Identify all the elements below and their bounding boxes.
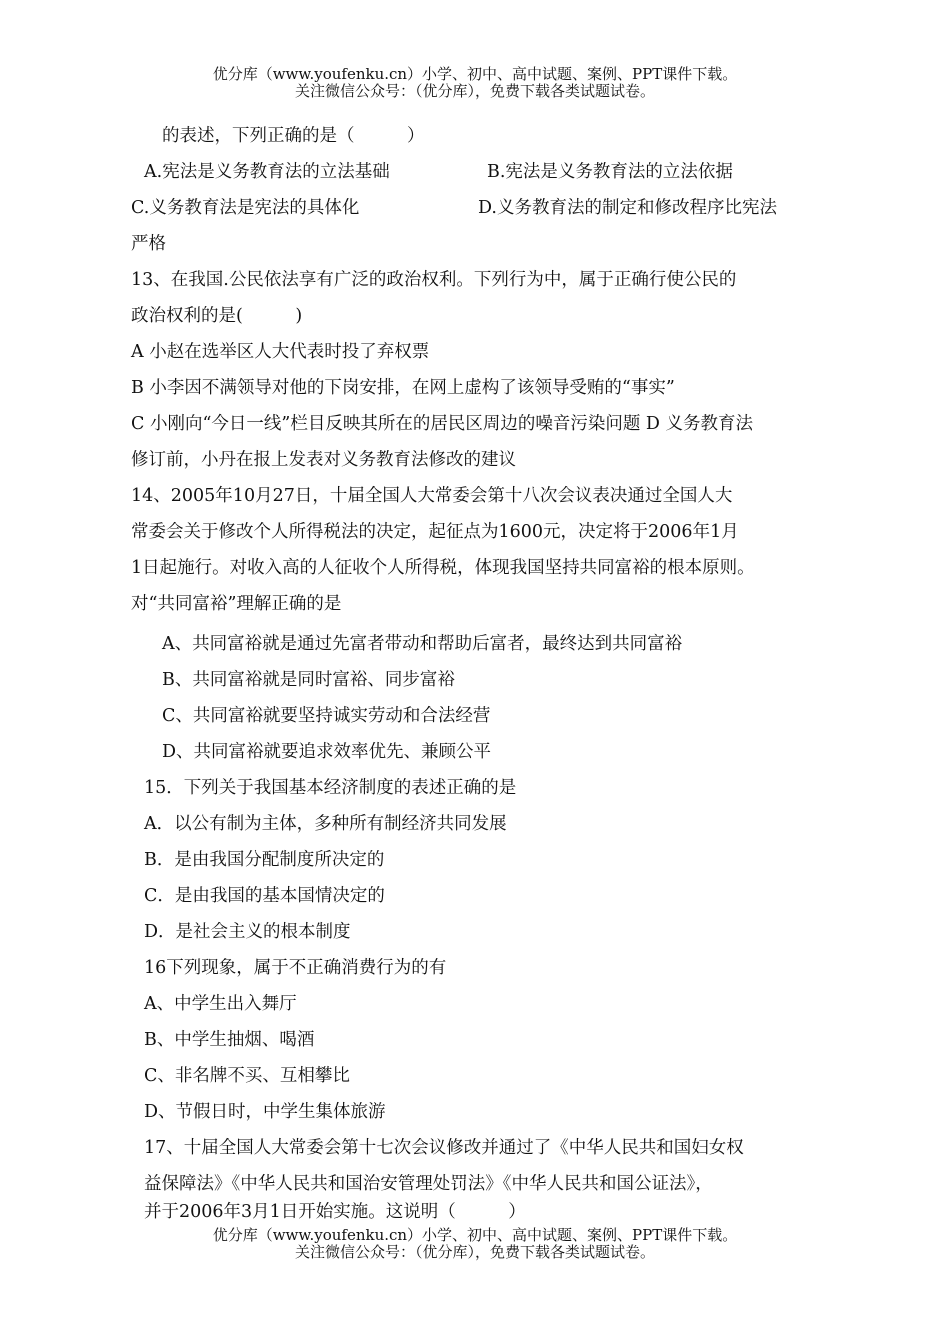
q13-option-b: B 小李因不满领导对他的下岗安排，在网上虚构了该领导受贿的“事实” (131, 378, 675, 398)
q15-option-a: A．以公有制为主体，多种所有制经济共同发展 (144, 814, 507, 834)
q14-option-d: D、共同富裕就要追求效率优先、兼顾公平 (162, 742, 492, 762)
q16-option-c: C、非名牌不买、互相攀比 (144, 1066, 350, 1086)
q12-option-b: B.宪法是义务教育法的立法依据 (487, 162, 733, 182)
q13-option-a: A 小赵在选举区人大代表时投了弃权票 (131, 342, 430, 362)
q12-option-d: D.义务教育法的制定和修改程序比宪法 (478, 198, 777, 218)
page-header (0, 66, 950, 100)
q12-stem-continued: 的表述，下列正确的是（ ） (162, 126, 425, 146)
footer-line-1: 优分库（www.youfenku.cn）小学、初中、高中试题、案例、PPT课件下载。 (212, 1226, 738, 1244)
q13-option-d-continued: 修订前，小丹在报上发表对义务教育法修改的建议 (131, 450, 516, 470)
q17-stem-line-3: 并于2006年3月1日开始实施。这说明（ ） (144, 1202, 526, 1222)
q13-stem-line-1: 13、在我国.公民依法享有广泛的政治权利。下列行为中，属于正确行使公民的 (131, 270, 737, 290)
q16-option-d: D、节假日时，中学生集体旅游 (144, 1102, 386, 1122)
q15-stem: 15．下列关于我国基本经济制度的表述正确的是 (144, 778, 517, 798)
q14-stem-line-3: 1日起施行。对收入高的人征收个人所得税，体现我国坚持共同富裕的根本原则。 (131, 558, 755, 578)
page-footer (0, 1227, 950, 1261)
q13-option-c-d: C 小刚向“今日一线”栏目反映其所在的居民区周边的噪音污染问题 D 义务教育法 (131, 414, 753, 434)
q16-option-a: A、中学生出入舞厅 (144, 994, 297, 1014)
q15-option-b: B．是由我国分配制度所决定的 (144, 850, 385, 870)
q16-option-b: B、中学生抽烟、喝酒 (144, 1030, 315, 1050)
footer-line-2: 关注微信公众号：（优分库），免费下载各类试题试卷。 (294, 1243, 655, 1261)
q14-stem-line-4: 对“共同富裕”理解正确的是 (131, 594, 342, 614)
q12-option-a: A.宪法是义务教育法的立法基础 (144, 162, 390, 182)
q15-option-c: C．是由我国的基本国情决定的 (144, 886, 385, 906)
q14-stem-line-2: 常委会关于修改个人所得税法的决定，起征点为1600元，决定将于2006年1月 (131, 522, 739, 542)
q14-stem-line-1: 14、2005年10月27日，十届全国人大常委会第十八次会议表决通过全国人大 (131, 486, 733, 506)
header-line-2: 关注微信公众号：（优分库），免费下载各类试题试卷。 (294, 82, 655, 100)
q14-option-a: A、共同富裕就是通过先富者带动和帮助后富者，最终达到共同富裕 (162, 634, 683, 654)
q15-option-d: D．是社会主义的根本制度 (144, 922, 351, 942)
q17-stem-line-2: 益保障法》《中华人民共和国治安管理处罚法》《中华人民共和国公证法》， (144, 1174, 713, 1194)
q17-stem-line-1: 17、十届全国人大常委会第十七次会议修改并通过了《中华人民共和国妇女权 (144, 1138, 744, 1158)
header-line-1: 优分库（www.youfenku.cn）小学、初中、高中试题、案例、PPT课件下载。 (212, 65, 738, 83)
q14-option-b: B、共同富裕就是同时富裕、同步富裕 (162, 670, 455, 690)
q14-option-c: C、共同富裕就要坚持诚实劳动和合法经营 (162, 706, 491, 726)
q16-stem: 16下列现象，属于不正确消费行为的有 (144, 958, 447, 978)
q12-option-d-continued: 严格 (131, 234, 166, 254)
q13-stem-line-2: 政治权利的是( ) (131, 306, 303, 326)
q12-option-c: C.义务教育法是宪法的具体化 (131, 198, 360, 218)
